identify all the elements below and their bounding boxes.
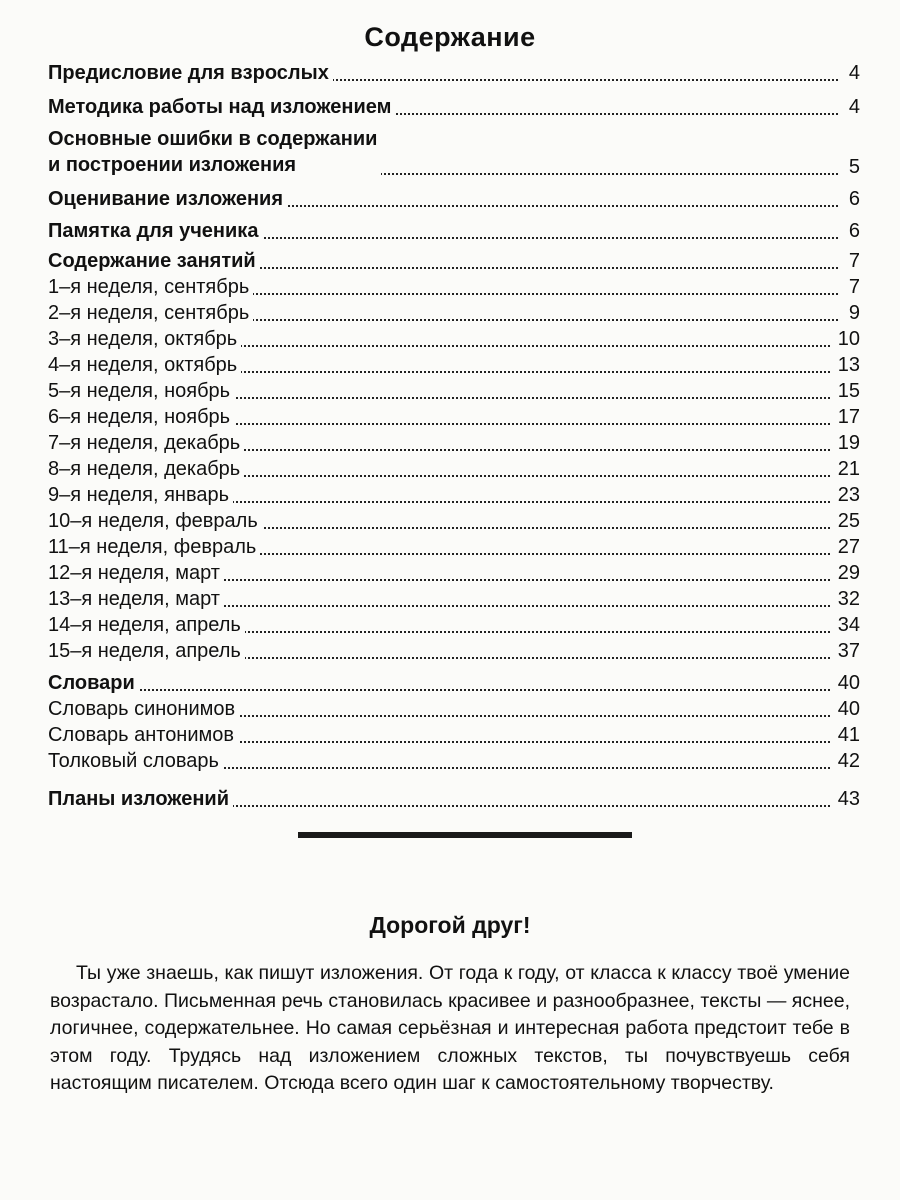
- toc-page-number: 37: [832, 640, 860, 662]
- toc-page-number: 43: [832, 788, 860, 810]
- toc-page-number: 7: [843, 276, 860, 298]
- toc-entry: [48, 536, 860, 562]
- toc-page-number: 32: [832, 588, 860, 610]
- toc-leader-dots: [48, 689, 838, 691]
- toc-entry-label: 3–я неделя, октябрь: [48, 328, 241, 350]
- toc-entry: [48, 188, 860, 214]
- toc-page-number: 21: [832, 458, 860, 480]
- toc-entry: [48, 302, 860, 328]
- toc-page-number: 13: [832, 354, 860, 376]
- toc-entry: [48, 724, 860, 750]
- letter-body: [50, 960, 850, 1098]
- toc-entry: [48, 672, 860, 698]
- toc-entry-label: 10–я неделя, февраль: [48, 510, 262, 532]
- toc-page-number: 19: [832, 432, 860, 454]
- toc-entry-label: Словарь синонимов: [48, 698, 239, 720]
- toc-entry: [48, 130, 860, 182]
- toc-page-number: 27: [832, 536, 860, 558]
- toc-entry: [48, 96, 860, 122]
- toc-page-number: 40: [832, 672, 860, 694]
- toc-entry-label: 13–я неделя, март: [48, 588, 224, 610]
- toc-page-number: 34: [832, 614, 860, 636]
- toc-entry-label: 4–я неделя, октябрь: [48, 354, 241, 376]
- toc-entry-label: Планы изложений: [48, 788, 233, 810]
- toc-entry-label: 6–я неделя, ноябрь: [48, 406, 234, 428]
- toc-entry-label: 12–я неделя, март: [48, 562, 224, 584]
- toc-entry-label: Толковый словарь: [48, 750, 223, 772]
- toc-page-number: 42: [832, 750, 860, 772]
- toc-entry-label: 11–я неделя, февраль: [48, 536, 260, 558]
- toc-page-number: 6: [843, 220, 860, 242]
- toc-entry: [48, 354, 860, 380]
- toc-page-number: 7: [843, 250, 860, 272]
- toc-entry-label: Памятка для ученика: [48, 220, 262, 242]
- toc-entry-label: Предисловие для взрослых: [48, 62, 333, 84]
- toc-entry-label: 7–я неделя, декабрь: [48, 432, 244, 454]
- toc-entry-label: 2–я неделя, сентябрь: [48, 302, 253, 324]
- toc-entry: [48, 588, 860, 614]
- toc-entry: [48, 484, 860, 510]
- letter-paragraph: Ты уже знаешь, как пишут изложения. От года к году, от класса к классу твоё умение возрастало. Письменная речь становилась красивее и разнообразнее, тексты — яснее, логичнее, содержательнее. Но самая серьёзная и интересная работа предстоит тебе в этом году. Трудясь над изложением сложных текстов, ты почувствуешь себя настоящим писателем. Отсюда всего один шаг к самостоятельному творчеству.: [50, 962, 850, 1094]
- toc-entry: [48, 640, 860, 666]
- table-of-contents: [48, 62, 860, 814]
- toc-entry-label: Словари: [48, 672, 139, 694]
- toc-entry: [48, 406, 860, 432]
- toc-page-number: 9: [843, 302, 860, 324]
- toc-entry-label: 5–я неделя, ноябрь: [48, 380, 234, 402]
- toc-entry: [48, 510, 860, 536]
- toc-entry: [48, 432, 860, 458]
- toc-page-number: 25: [832, 510, 860, 532]
- toc-entry: [48, 750, 860, 776]
- toc-page-number: 4: [843, 62, 860, 84]
- toc-entry-label: 1–я неделя, сентябрь: [48, 276, 253, 298]
- toc-entry: [48, 562, 860, 588]
- toc-entry-label: 15–я неделя, апрель: [48, 640, 245, 662]
- toc-page-number: 29: [832, 562, 860, 584]
- toc-page-number: 17: [832, 406, 860, 428]
- toc-entry-label: Оценивание изложения: [48, 188, 287, 210]
- toc-entry: [48, 220, 860, 246]
- toc-entry-label: 14–я неделя, апрель: [48, 614, 245, 636]
- toc-page-number: 6: [843, 188, 860, 210]
- toc-page-number: 10: [832, 328, 860, 350]
- toc-page-number: 5: [843, 156, 860, 178]
- toc-entry-label: 8–я неделя, декабрь: [48, 458, 244, 480]
- toc-entry: [48, 62, 860, 88]
- toc-page-number: 4: [843, 96, 860, 118]
- toc-entry: [48, 788, 860, 814]
- section-divider: [298, 832, 632, 838]
- letter-heading: Дорогой друг!: [369, 912, 531, 938]
- toc-entry: [48, 380, 860, 406]
- toc-page-number: 15: [832, 380, 860, 402]
- toc-entry: [48, 250, 860, 276]
- toc-page-number: 40: [832, 698, 860, 720]
- toc-entry: [48, 698, 860, 724]
- toc-entry: [48, 276, 860, 302]
- toc-entry-label: Основные ошибки в содержании и построении изложения: [48, 126, 381, 178]
- toc-page-number: 23: [832, 484, 860, 506]
- toc-entry: [48, 328, 860, 354]
- toc-entry-label: 9–я неделя, январь: [48, 484, 233, 506]
- toc-entry-label: Словарь антонимов: [48, 724, 238, 746]
- toc-entry-label: Содержание занятий: [48, 250, 260, 272]
- toc-entry: [48, 614, 860, 640]
- page-title: Содержание: [364, 22, 536, 52]
- toc-entry-label: Методика работы над изложением: [48, 96, 395, 118]
- toc-entry: [48, 458, 860, 484]
- toc-page-number: 41: [832, 724, 860, 746]
